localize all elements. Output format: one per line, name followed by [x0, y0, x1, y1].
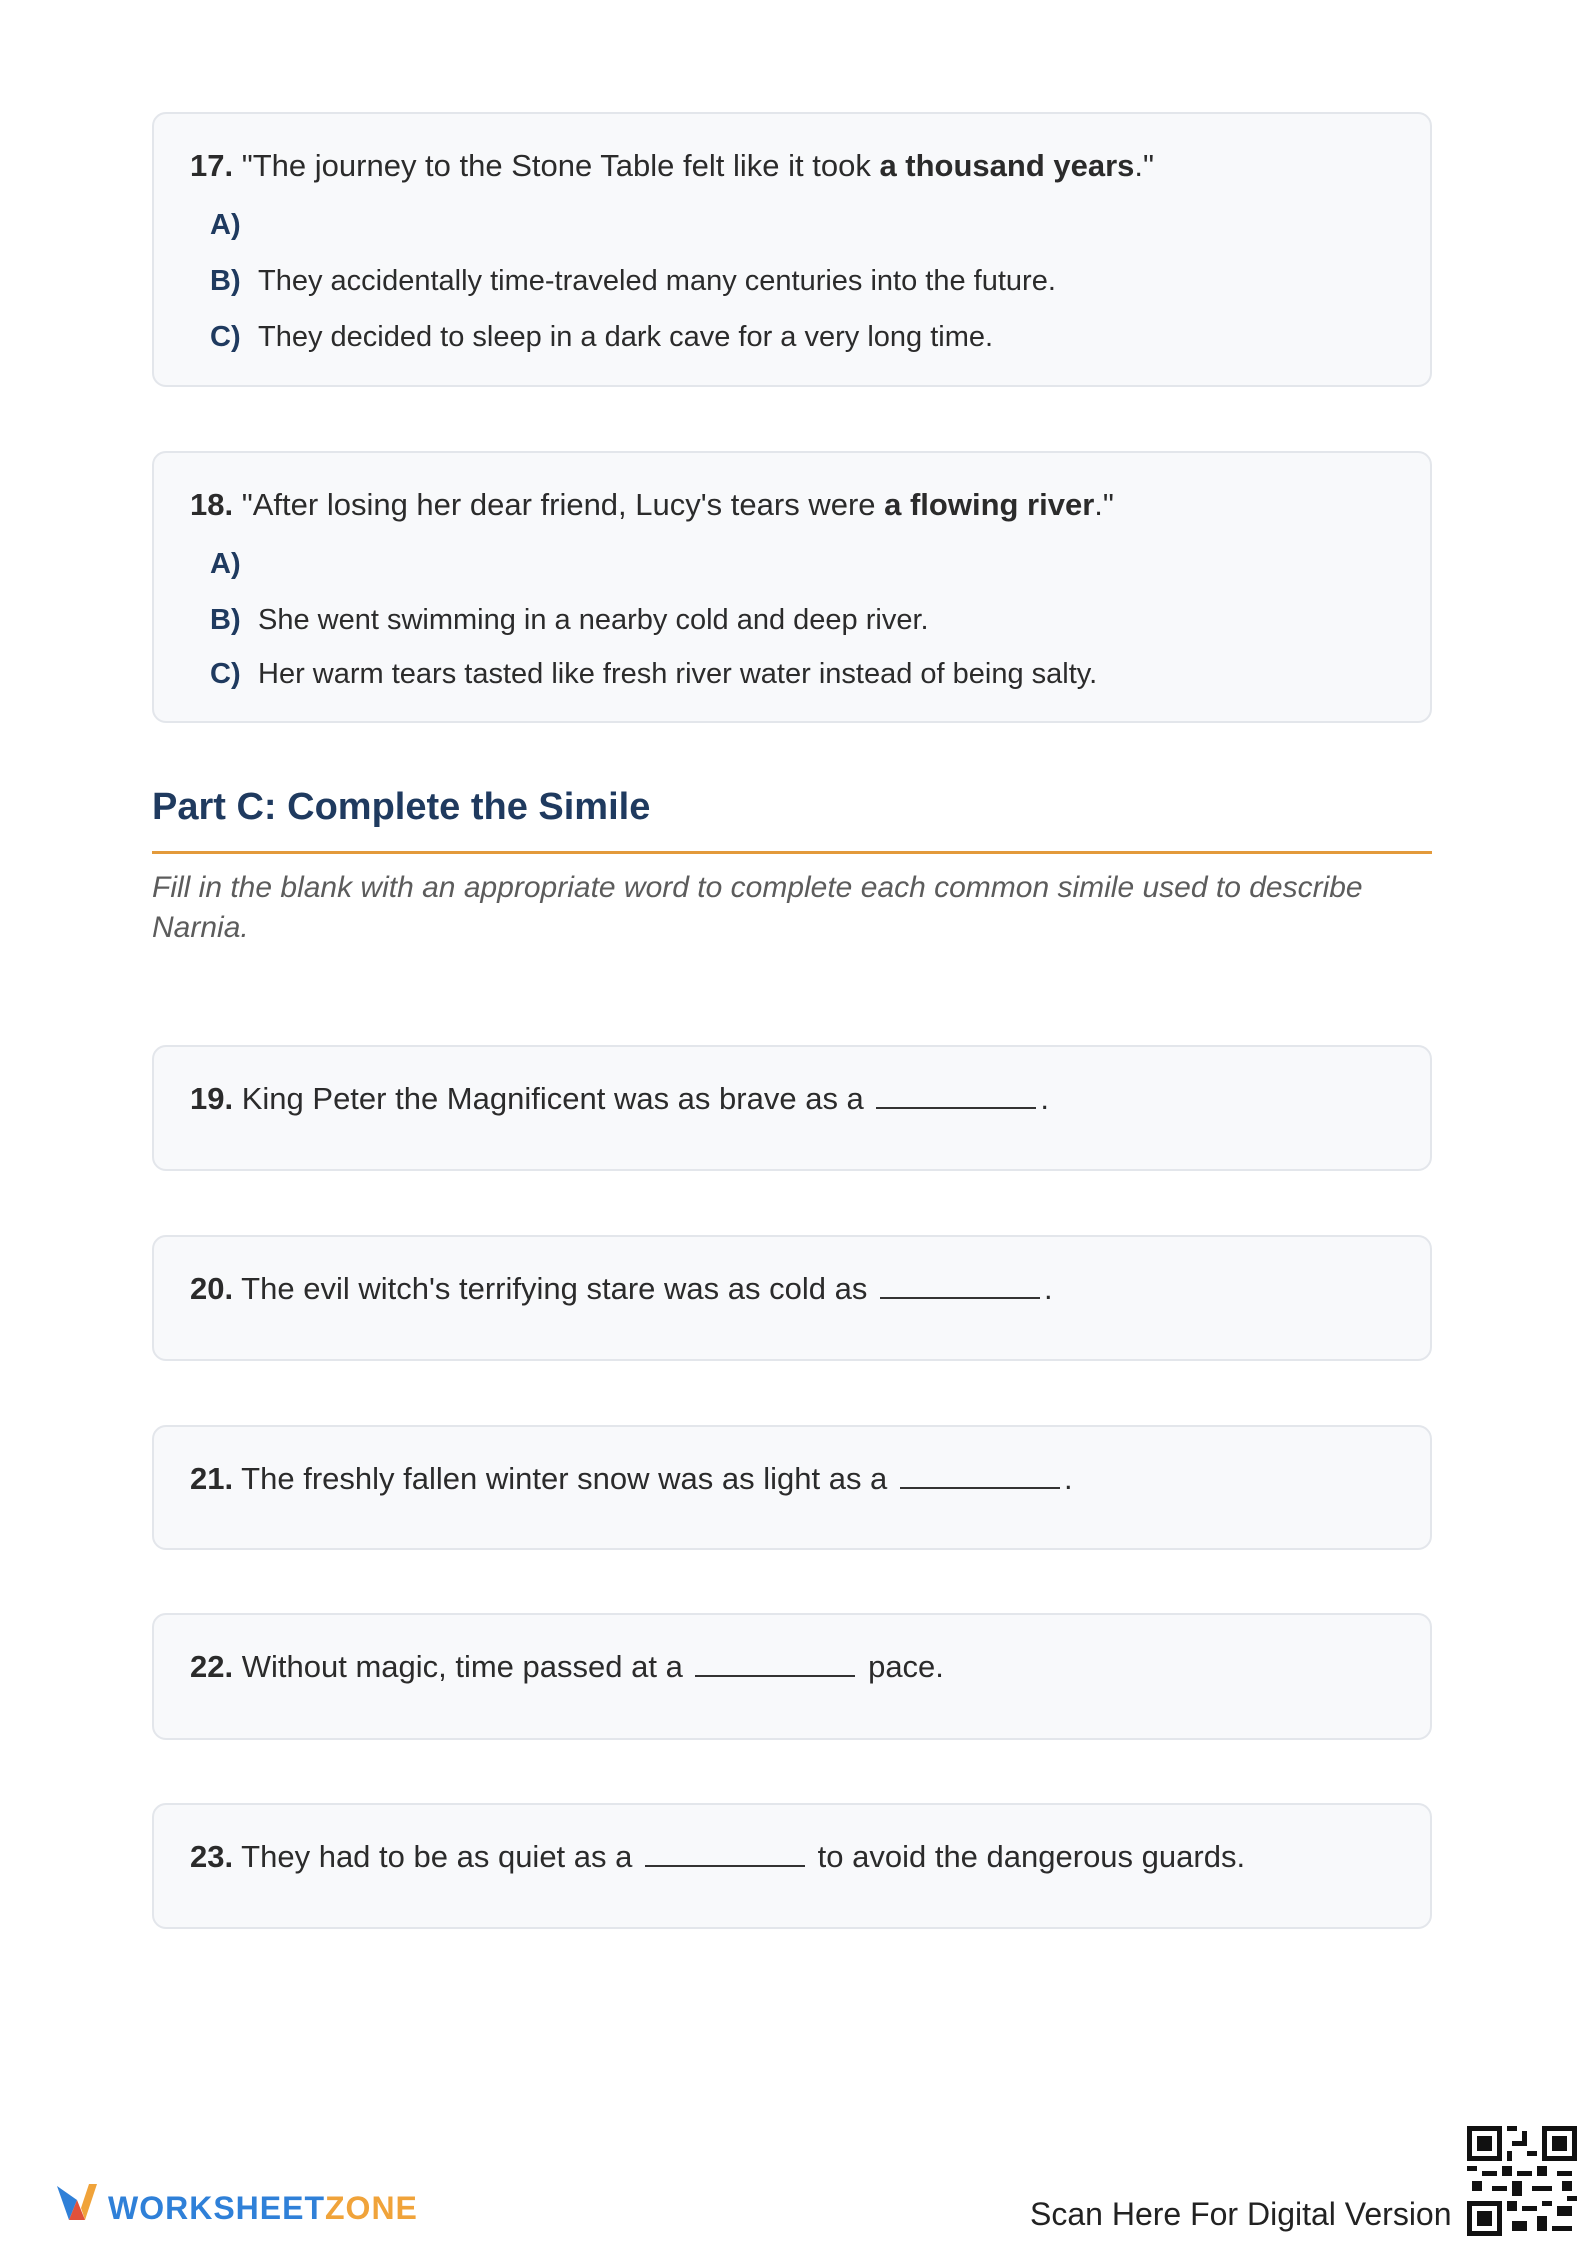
- text-after-blank: to avoid the dangerous guards.: [817, 1839, 1246, 1874]
- section-instructions: Fill in the blank with an appropriate word to complete each common simile used to describe Narnia.: [152, 871, 1363, 944]
- answer-blank[interactable]: [695, 1645, 855, 1677]
- brand-word-1: WORKSHEET: [108, 2190, 325, 2226]
- brand-word-2: ZONE: [325, 2190, 418, 2226]
- answer-blank[interactable]: [900, 1457, 1060, 1489]
- text-after-blank: .: [1043, 1271, 1053, 1306]
- option-b[interactable]: [210, 262, 1056, 300]
- text-after-blank: pace.: [868, 1649, 944, 1684]
- text-after-blank: .: [1063, 1461, 1073, 1496]
- worksheetzone-logo-icon: [55, 2176, 99, 2230]
- answer-blank[interactable]: [880, 1267, 1040, 1299]
- brand-wordmark: [108, 2190, 418, 2227]
- text-before-blank: King Peter the Magnificent was as brave as a: [241, 1081, 864, 1116]
- question-number: 23.: [190, 1839, 234, 1874]
- question-emphasis: a flowing river: [884, 487, 1095, 522]
- fill-question-text: [190, 1457, 1073, 1499]
- option-text: Her warm tears tasted like fresh river water instead of being salty.: [258, 658, 1098, 690]
- question-number: 21.: [190, 1461, 234, 1496]
- question-text-before: "The journey to the Stone Table felt like it took: [241, 148, 880, 183]
- text-before-blank: They had to be as quiet as a: [241, 1839, 633, 1874]
- option-letter: B): [210, 265, 241, 297]
- fill-question-text: [190, 1835, 1245, 1877]
- question-number: 17.: [190, 148, 234, 183]
- section-title: Part C: Complete the Simile: [152, 786, 651, 828]
- question-number: 19.: [190, 1081, 234, 1116]
- question-number: 22.: [190, 1649, 234, 1684]
- question-text-before: "After losing her dear friend, Lucy's tears were: [241, 487, 885, 522]
- option-letter: A): [210, 548, 241, 580]
- fill-question-card-19: [152, 1045, 1432, 1171]
- text-before-blank: Without magic, time passed at a: [241, 1649, 683, 1684]
- fill-question-card-21: [152, 1425, 1432, 1550]
- option-a[interactable]: [210, 545, 258, 583]
- option-letter: A): [210, 209, 241, 241]
- question-card-18: [152, 451, 1432, 723]
- option-letter: C): [210, 658, 241, 690]
- text-before-blank: The evil witch's terrifying stare was as cold as: [241, 1271, 868, 1306]
- question-text-after: .": [1094, 487, 1114, 522]
- question-text-after: .": [1134, 148, 1155, 183]
- question-number: 18.: [190, 487, 234, 522]
- fill-question-text: [190, 1077, 1049, 1119]
- qr-code-icon[interactable]: [1467, 2126, 1577, 2236]
- fill-question-card-20: [152, 1235, 1432, 1361]
- option-text: They accidentally time-traveled many centuries into the future.: [258, 265, 1056, 297]
- option-text: She went swimming in a nearby cold and deep river.: [258, 604, 929, 636]
- option-letter: B): [210, 604, 241, 636]
- question-card-17: [152, 112, 1432, 387]
- question-text: [190, 146, 1154, 186]
- fill-question-text: [190, 1645, 944, 1687]
- question-number: 20.: [190, 1271, 234, 1306]
- answer-blank[interactable]: [876, 1077, 1036, 1109]
- option-c[interactable]: [210, 318, 993, 356]
- option-c[interactable]: [210, 655, 1097, 693]
- question-emphasis: a thousand years: [879, 148, 1135, 183]
- text-after-blank: .: [1040, 1081, 1050, 1116]
- option-a[interactable]: [210, 206, 258, 244]
- option-letter: C): [210, 321, 241, 353]
- answer-blank[interactable]: [645, 1835, 805, 1867]
- section-divider: [152, 851, 1432, 854]
- fill-question-card-23: [152, 1803, 1432, 1929]
- fill-question-card-22: [152, 1613, 1432, 1740]
- question-text: [190, 485, 1114, 525]
- text-before-blank: The freshly fallen winter snow was as light as a: [241, 1461, 888, 1496]
- option-b[interactable]: [210, 601, 929, 639]
- option-text: They decided to sleep in a dark cave for a very long time.: [258, 321, 994, 353]
- scan-instruction: Scan Here For Digital Version: [1030, 2196, 1452, 2232]
- fill-question-text: [190, 1267, 1053, 1309]
